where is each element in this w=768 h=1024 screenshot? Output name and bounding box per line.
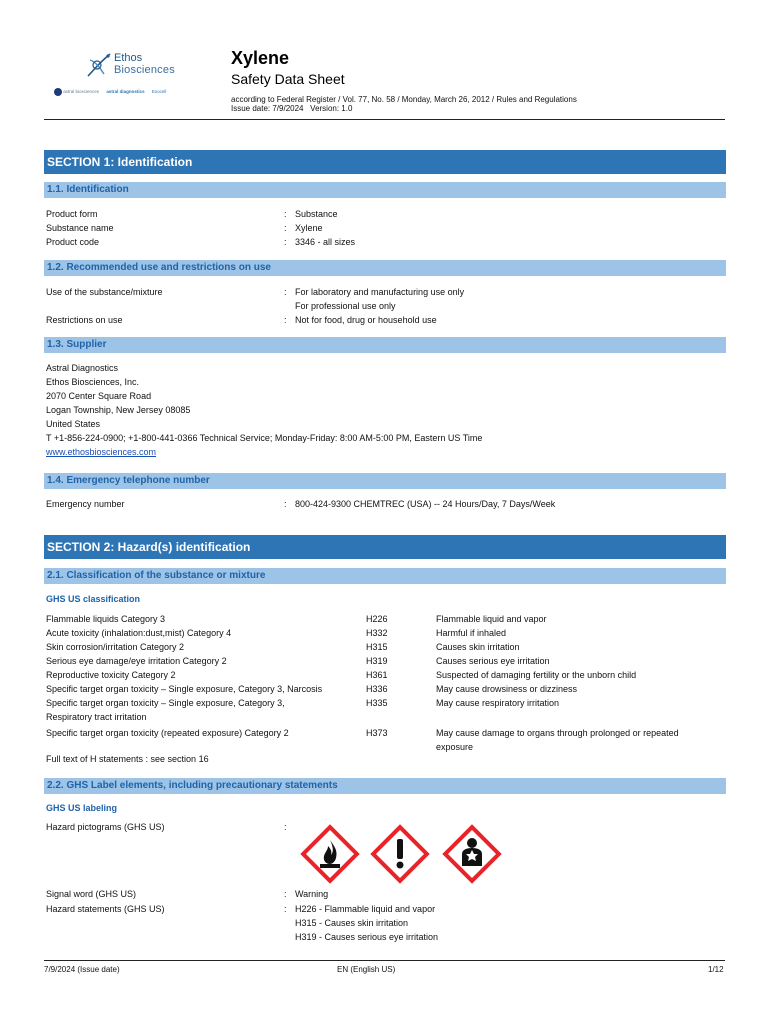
hazard-class: Skin corrosion/irritation Category 2: [46, 642, 185, 652]
subsection-2-2-header: 2.2. GHS Label elements, including precautionary statements: [44, 778, 726, 794]
hazard-code: H373: [366, 728, 388, 738]
subsection-1-3-header: 1.3. Supplier: [44, 337, 726, 353]
footer-divider: [44, 960, 725, 961]
table-row: [46, 682, 726, 696]
hazard-class: Serious eye damage/eye irritation Category 2: [46, 656, 227, 666]
hazard-description: May cause drowsiness or dizziness: [436, 684, 578, 694]
table-row: [46, 626, 726, 640]
hazard-description: May cause respiratory irritation: [436, 698, 560, 708]
document-subtitle: Safety Data Sheet: [231, 71, 345, 87]
dna-logo-icon: [84, 50, 114, 80]
table-row: [46, 668, 726, 682]
supplier-block: [46, 361, 482, 459]
colon: :: [284, 223, 287, 233]
product-code-label: Product code: [46, 237, 100, 247]
hazard-class: Flammable liquids Category 3: [46, 614, 166, 624]
colon: :: [284, 822, 287, 832]
table-row: [46, 696, 726, 724]
hazard-code: H315: [366, 642, 388, 652]
product-form-value: Substance: [295, 209, 338, 219]
pictograms-label: Hazard pictograms (GHS US): [46, 822, 165, 832]
hazard-description: Suspected of damaging fertility or the unborn child: [436, 670, 637, 680]
hazard-statements-list: [295, 902, 438, 944]
hazard-class: Specific target organ toxicity – Single exposure, Category 3, Respiratory tract irritation: [46, 698, 285, 722]
document-title: Xylene: [231, 48, 290, 68]
partner-logo-2: astral diagnostics: [106, 89, 145, 95]
colon: :: [284, 904, 287, 914]
subsection-1-1-header: 1.1. Identification: [44, 182, 726, 198]
section-2-header: SECTION 2: Hazard(s) identification: [44, 535, 726, 559]
table-row: [46, 640, 726, 654]
hazard-code: H332: [366, 628, 388, 638]
globe-icon: [54, 88, 62, 96]
hazard-class: Reproductive toxicity Category 2: [46, 670, 176, 680]
hazard-code: H336: [366, 684, 388, 694]
partner-logos: [54, 88, 214, 102]
use-value-1: For laboratory and manufacturing use only: [295, 287, 465, 297]
hazard-description: Flammable liquid and vapor: [436, 614, 547, 624]
hazard-class: Specific target organ toxicity (repeated exposure) Category 2: [46, 728, 289, 738]
section-1-header: SECTION 1: Identification: [44, 150, 726, 174]
product-code-value: 3346 - all sizes: [295, 237, 356, 247]
colon: :: [284, 499, 287, 509]
supplier-line: United States: [46, 419, 101, 429]
hazard-code: H335: [366, 698, 388, 708]
hazard-statement: H226 - Flammable liquid and vapor: [295, 904, 436, 914]
footer-language: EN (English US): [337, 965, 396, 974]
subsection-1-4-header: 1.4. Emergency telephone number: [44, 473, 726, 489]
logo-text-biosciences: Biosciences: [114, 64, 175, 76]
hazard-statement: H315 - Causes skin irritation: [295, 918, 409, 928]
restrictions-label: Restrictions on use: [46, 315, 123, 325]
substance-name-label: Substance name: [46, 223, 114, 233]
health-hazard-icon: [440, 822, 504, 886]
table-row: [46, 612, 726, 626]
hazard-description: Harmful if inhaled: [436, 628, 507, 638]
hazard-code: H361: [366, 670, 388, 680]
hazard-class: Acute toxicity (inhalation:dust,mist) Category 4: [46, 628, 232, 638]
supplier-line: 2070 Center Square Road: [46, 391, 152, 401]
restrictions-value: Not for food, drug or household use: [295, 315, 437, 325]
header-divider: [44, 119, 725, 120]
use-label: Use of the substance/mixture: [46, 287, 163, 297]
partner-logo-3: Exocell: [151, 89, 167, 95]
hazard-description: Causes skin irritation: [436, 642, 520, 652]
ghs-labeling-heading: GHS US labeling: [46, 803, 118, 813]
full-text-note: Full text of H statements : see section 16: [46, 754, 209, 764]
colon: :: [284, 287, 287, 297]
supplier-phone: T +1-856-224-0900; +1-800-441-0366 Technical Service; Monday-Friday: 8:00 AM-5:00 PM, Eastern US Time: [46, 433, 483, 443]
supplier-line: Ethos Biosciences, Inc.: [46, 377, 140, 387]
product-form-label: Product form: [46, 209, 98, 219]
flame-icon: [298, 822, 362, 886]
table-row: [46, 726, 726, 754]
partner-logo-1: astral biosciences: [63, 89, 100, 95]
subsection-1-2-header: 1.2. Recommended use and restrictions on use: [44, 260, 726, 276]
exclamation-icon: [368, 822, 432, 886]
issue-line: Issue date: 7/9/2024 Version: 1.0: [231, 104, 353, 113]
signal-word-value: Warning: [295, 889, 329, 899]
supplier-line: Astral Diagnostics: [46, 363, 119, 373]
colon: :: [284, 209, 287, 219]
subsection-2-1-header: 2.1. Classification of the substance or mixture: [44, 568, 726, 584]
hazard-description: May cause damage to organs through prolonged or repeated exposure: [436, 728, 679, 752]
signal-word-label: Signal word (GHS US): [46, 889, 137, 899]
logo-text-ethos: Ethos: [114, 52, 143, 64]
supplier-line: Logan Township, New Jersey 08085: [46, 405, 191, 415]
regulation-text: [231, 95, 577, 113]
regulation-line: according to Federal Register / Vol. 77, No. 58 / Monday, March 26, 2012 / Rules and Regulations: [231, 95, 577, 104]
hazard-statement: H319 - Causes serious eye irritation: [295, 932, 439, 942]
hazard-code: H319: [366, 656, 388, 666]
emergency-value: 800-424-9300 CHEMTREC (USA) -- 24 Hours/Day, 7 Days/Week: [295, 499, 556, 509]
colon: :: [284, 237, 287, 247]
company-logo: [84, 50, 114, 80]
colon: :: [284, 889, 287, 899]
table-row: [46, 654, 726, 668]
hazard-description: Causes serious eye irritation: [436, 656, 550, 666]
hazard-class: Specific target organ toxicity – Single exposure, Category 3, Narcosis: [46, 684, 323, 694]
footer-page-number: 1/12: [708, 965, 724, 974]
emergency-label: Emergency number: [46, 499, 125, 509]
hazard-statements-label: Hazard statements (GHS US): [46, 904, 165, 914]
use-value-2: For professional use only: [295, 301, 396, 311]
footer-issue-date: 7/9/2024 (Issue date): [44, 965, 120, 974]
colon: :: [284, 315, 287, 325]
hazard-code: H226: [366, 614, 388, 624]
supplier-website-link[interactable]: www.ethosbiosciences.com: [46, 447, 157, 457]
ghs-classification-heading: GHS US classification: [46, 594, 141, 604]
substance-name-value: Xylene: [295, 223, 323, 233]
